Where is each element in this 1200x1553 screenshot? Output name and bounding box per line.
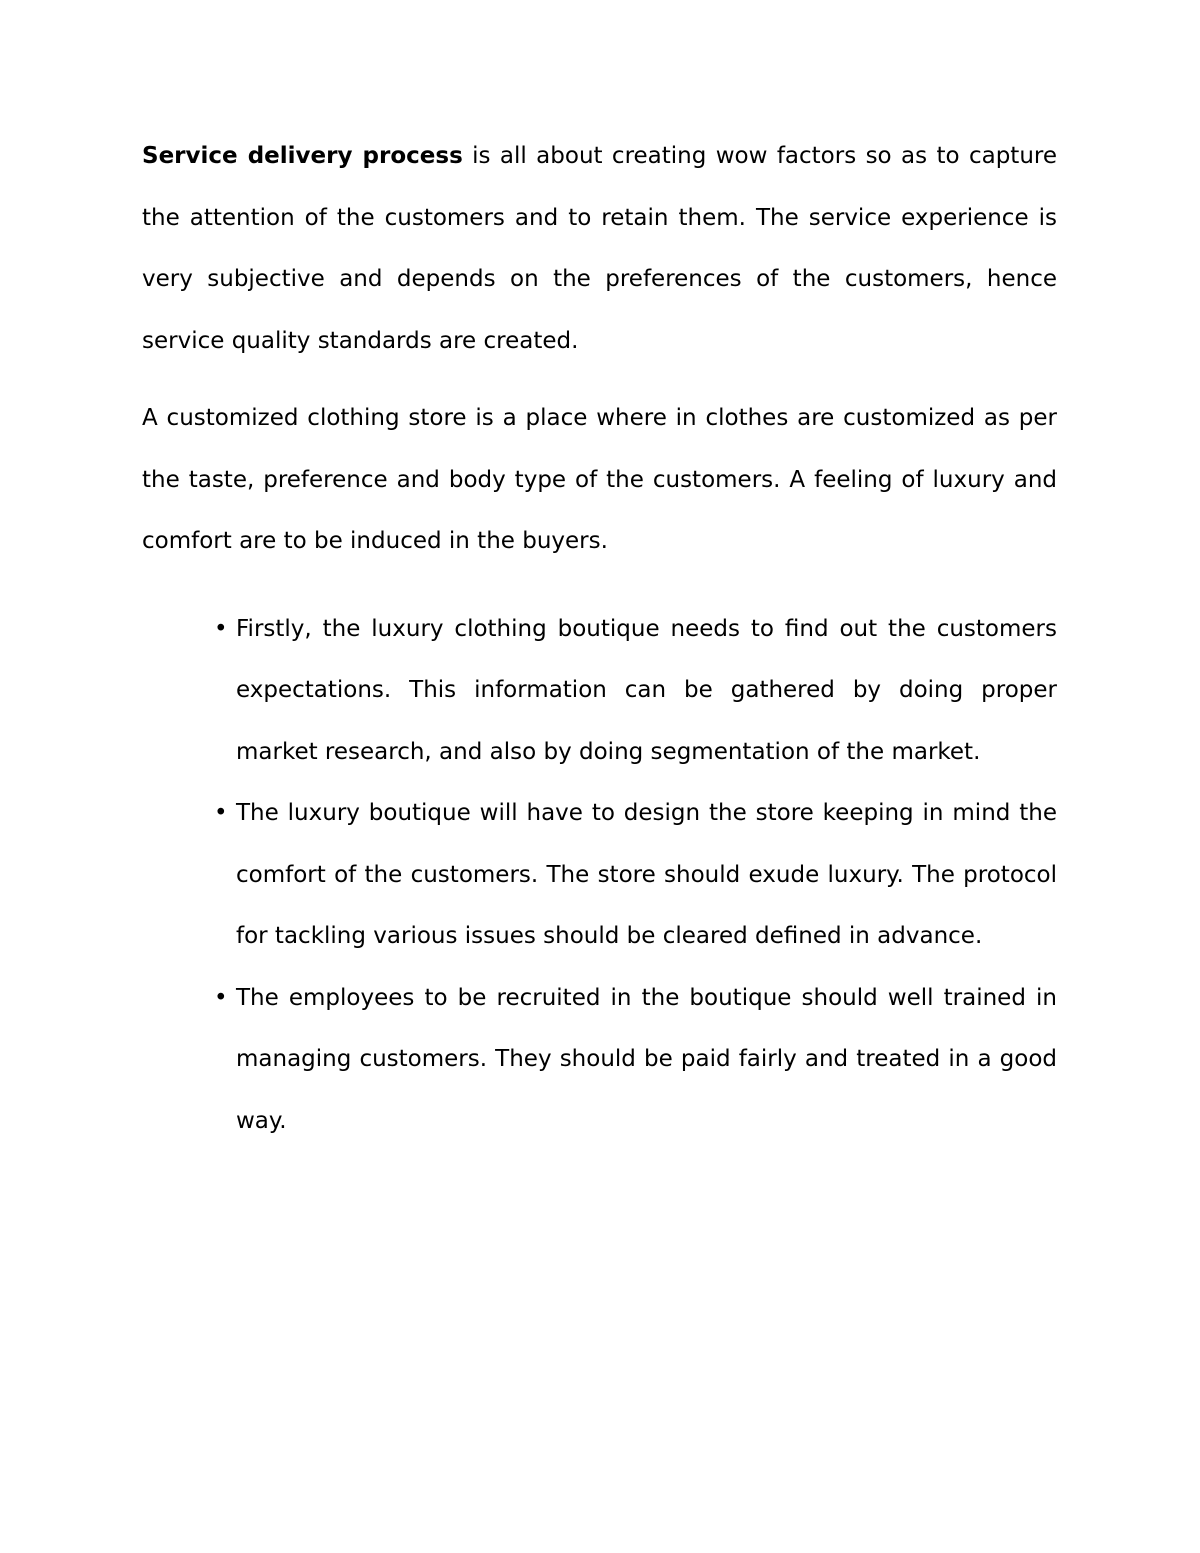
paragraph-text: is all about creating wow factors so as to capture the attention of the customers and to retain them. The service experience is very subjective and depends on the preferences of the customers, hence service quality standards are created. bbox=[142, 143, 1057, 354]
paragraph-bold-lead: Service delivery process bbox=[142, 143, 463, 169]
list-item-text: The luxury boutique will have to design the store keeping in mind the comfort of the customers. The store should exude luxury. The protocol for tackling various issues should be cleared defined in advance. bbox=[236, 800, 1057, 949]
paragraph-service-delivery bbox=[142, 126, 1057, 372]
paragraph-customized-store: A customized clothing store is a place where in clothes are customized as per the taste, preference and body type of the customers. A feeling of luxury and comfort are to be induced in the buyers. bbox=[142, 405, 1057, 554]
bullet-icon: • bbox=[214, 615, 228, 642]
bullet-icon: • bbox=[214, 800, 228, 826]
bullet-icon: • bbox=[214, 984, 228, 1011]
document-body bbox=[142, 126, 1057, 1152]
list-item-text: The employees to be recruited in the boutique should well trained in managing customers. They should be paid fairly and treated in a good way. bbox=[236, 984, 1057, 1134]
list-item bbox=[214, 968, 1057, 1153]
bullet-list bbox=[142, 599, 1057, 1153]
list-item-text: Firstly, the luxury clothing boutique needs to find out the customers expectations. This information can be gathered by doing proper market research, and also by doing segmentation of the market. bbox=[236, 615, 1057, 765]
list-item bbox=[214, 599, 1057, 784]
list-item bbox=[214, 783, 1057, 968]
